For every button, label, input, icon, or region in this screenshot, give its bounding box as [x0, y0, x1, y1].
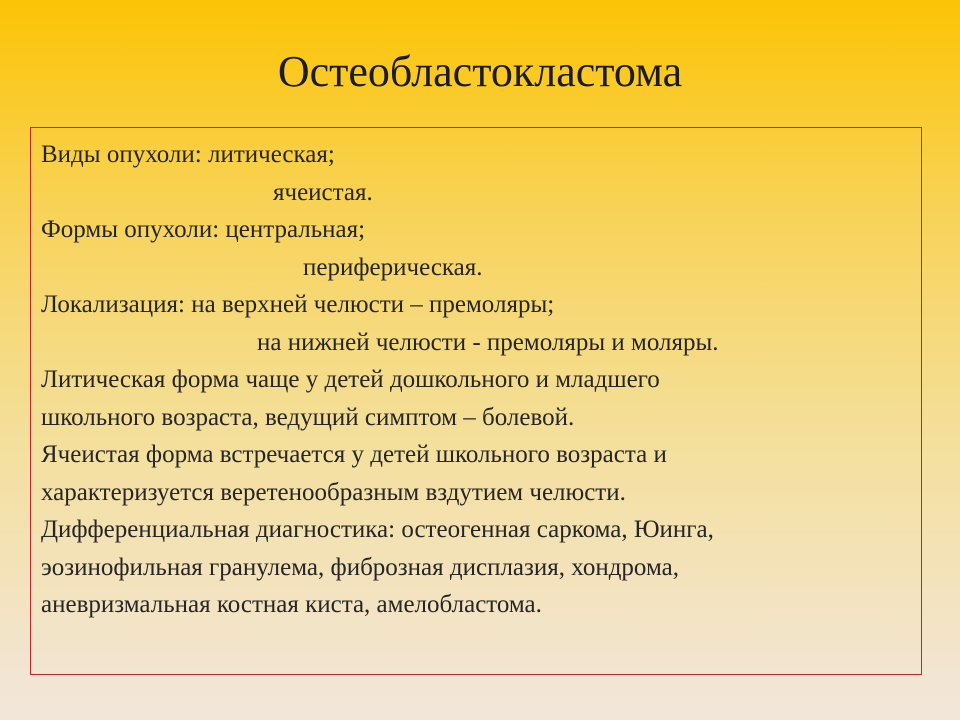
localization-lower-line: на нижней челюсти - премоляры и моляры. [257, 328, 719, 356]
differential-diagnosis-line-2: эозинофильная гранулема, фиброзная дисплазия, хондрома, [41, 553, 679, 581]
lytic-form-line-1: Литическая форма чаще у детей дошкольного и младшего [41, 366, 660, 393]
slide-title: Остеобластокластома [277, 47, 683, 96]
differential-diagnosis-line-3: аневризмальная костная киста, амелобластома. [41, 591, 542, 618]
content-box [30, 127, 922, 675]
cellular-form-line-2: характеризуется веретенообразным вздутием челюсти. [41, 478, 626, 506]
tumor-forms-line: Формы опухоли: центральная; [41, 216, 366, 243]
differential-diagnosis-line-1: Дифференциальная диагностика: остеогенная саркома, Юинга, [41, 516, 714, 543]
localization-upper-line: Локализация: на верхней челюсти – премоляры; [41, 291, 555, 318]
tumor-types-cellular-line: ячеистая. [273, 178, 373, 206]
lytic-form-line-2: школьного возраста, ведущий симптом – болевой. [41, 403, 575, 431]
tumor-types-line: Виды опухоли: литическая; [41, 141, 335, 168]
tumor-forms-peripheral-line: периферическая. [303, 253, 483, 281]
cellular-form-line-1: Ячеистая форма встречается у детей школьного возраста и [41, 441, 667, 468]
